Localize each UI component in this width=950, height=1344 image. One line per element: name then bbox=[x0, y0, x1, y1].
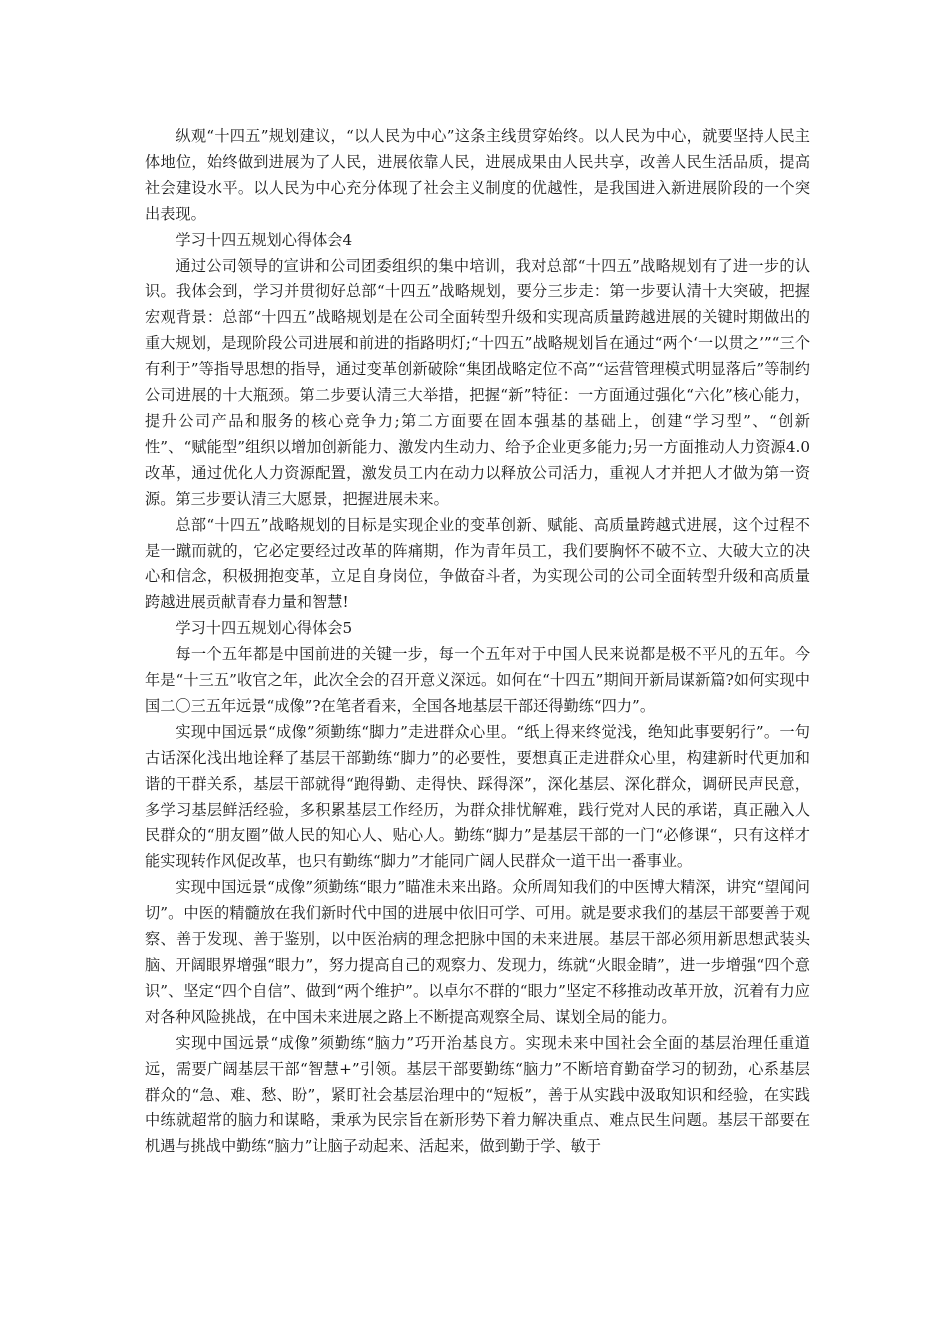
paragraph: 每一个五年都是中国前进的关键一步，每一个五年对于中国人民来说都是极不平凡的五年。今年是“十三五”收官之年，此次全会的召开意义深远。如何在“十四五”期间开新局谋新篇?如何实现中国二〇三五年远景“成像”?在笔者看来，全国各地基层干部还得勤练“四力”。 bbox=[145, 645, 810, 715]
paragraph: 实现中国远景“成像”须勤练“脑力”巧开治基良方。实现未来中国社会全面的基层治理任重道远，需要广阔基层干部“智慧+”引领。基层干部要勤练“脑力”不断培育勤奋学习的韧劲，心系基层群众的“急、难、愁、盼”，紧盯社会基层治理中的“短板”，善于从实践中汲取知识和经验，在实践中练就超常的脑力和谋略，秉承为民宗旨在新形势下着力解决重点、难点民生问题。基层干部要在机遇与挑战中勤练“脑力”让脑子动起来、活起来，做到勤于学、敏于 bbox=[145, 1033, 810, 1156]
document-page bbox=[145, 124, 810, 1160]
paragraph: 总部“十四五”战略规划的目标是实现企业的变革创新、赋能、高质量跨越式进展，这个过程不是一蹴而就的，它必定要经过改革的阵痛期，作为青年员工，我们要胸怀不破不立、大破大立的决心和信念，积极拥抱变革，立足自身岗位，争做奋斗者，为实现公司的公司全面转型升级和高质量跨越进展贡献青春力量和智慧! bbox=[145, 515, 810, 612]
section-heading: 学习十四五规划心得体会5 bbox=[175, 619, 353, 638]
paragraph: 实现中国远景“成像”须勤练“眼力”瞄准未来出路。众所周知我们的中医博大精深，讲究“望闻问切”。中医的精髓放在我们新时代中国的进展中依旧可学、可用。就是要求我们的基层干部要善于观察、善于发现、善于鉴别，以中医治病的理念把脉中国的未来进展。基层干部必须用新思想武装头脑、开阔眼界增强“眼力”，努力提高自己的观察力、发现力，练就“火眼金睛”，进一步增强“四个意识”、坚定“四个自信”、做到“两个维护”。以卓尔不群的“眼力”坚定不移推动改革开放，沉着有力应对各种风险挑战，在中国未来进展之路上不断提高观察全局、谋划全局的能力。 bbox=[145, 878, 810, 1026]
paragraph: 纵观“十四五”规划建议，“以人民为中心”这条主线贯穿始终。以人民为中心，就要坚持人民主体地位，始终做到进展为了人民，进展依靠人民，进展成果由人民共享，改善人民生活品质，提高社会建设水平。以人民为中心充分体现了社会主义制度的优越性，是我国进入新进展阶段的一个突出表现。 bbox=[145, 127, 810, 223]
paragraph: 实现中国远景“成像”须勤练“脚力”走进群众心里。“纸上得来终觉浅，绝知此事要躬行”。一句古话深化浅出地诠释了基层干部勤练“脚力”的必要性，要想真正走进群众心里，构建新时代更加和谐的干群关系，基层干部就得“跑得勤、走得快、踩得深”，深化基层、深化群众，调研民声民意，多学习基层鲜活经验，多积累基层工作经历，为群众排忧解难，践行党对人民的承诺，真正融入人民群众的“朋友圈”做人民的知心人、贴心人。勤练“脚力”是基层干部的一门“必修课“，只有这样才能实现转作风促改革，也只有勤练“脚力”才能同广阔人民群众一道干出一番事业。 bbox=[145, 722, 810, 871]
section-heading: 学习十四五规划心得体会4 bbox=[175, 230, 353, 249]
paragraph: 通过公司领导的宣讲和公司团委组织的集中培训，我对总部“十四五”战略规划有了进一步的认识。我体会到，学习并贯彻好总部“十四五”战略规划，要分三步走：第一步要认清十大突破，把握宏观背景：总部“十四五”战略规划是在公司全面转型升级和实现高质量跨越进展的关键时期做出的重大规划，是现阶段公司进展和前进的指路明灯;“十四五”战略规划旨在通过“两个‘一以贯之’”“三个有利于”等指导思想的指导，通过变革创新破除“集团战略定位不高”“运营管理模式明显落后”等制约公司进展的十大瓶颈。第二步要认清三大举措，把握“新”特征：一方面通过强化“六化”核心能力，提升公司产品和服务的核心竞争力;第二方面要在固本强基的基础上，创建“学习型”、“创新性”、“赋能型”组织以增加创新能力、激发内生动力、给予企业更多能力;另一方面推动人力资源4.0改革，通过优化人力资源配置，激发员工内在动力以释放公司活力，重视人才并把人才做为第一资源。第三步要认清三大愿景，把握进展未来。 bbox=[145, 256, 811, 508]
